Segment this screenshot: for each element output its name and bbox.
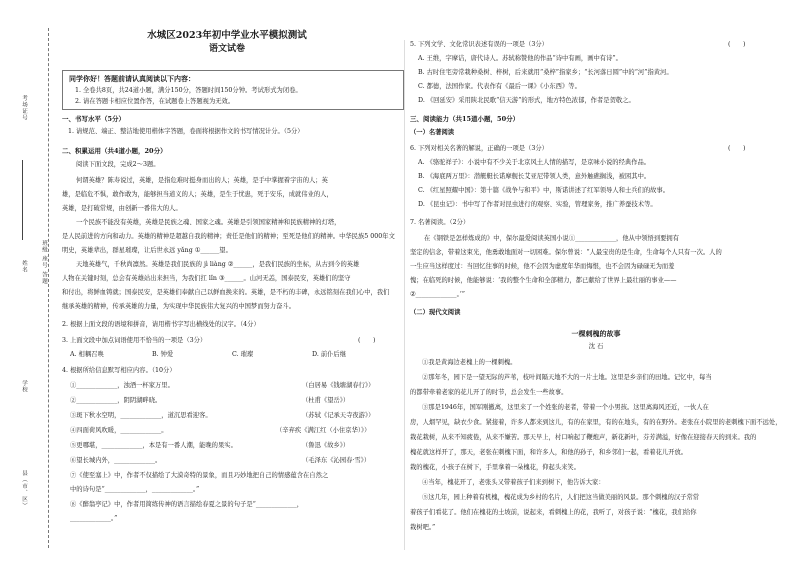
passage-line-6: 明史，英雄辈出，群星璀璨，让后世永远 yǎng ①______望。 xyxy=(62,247,232,254)
school-label: 学校 xyxy=(21,380,27,393)
passage-line-10: 继承英雄的精神，传承英雄的力量，为实现中华民族伟大复兴的中国梦而努力奋斗。 xyxy=(62,303,295,310)
q4-line-8b: _____________。” xyxy=(70,515,118,522)
section-3-heading: 三、阅读能力（共15道小题，50分） xyxy=(410,115,520,123)
essay-para-3: ③那是1946年，国军刚撤离，这里来了一个姓张的老者，带着一个小男孩。这里离海风还近，一伙人在 xyxy=(422,404,709,411)
essay-para-5b: 着孩子们看花了。他们在槐花的土坡前，说起来，看刺槐上的花，我听了，对孩子说：“槐花，我们给你 xyxy=(410,509,697,516)
q5-answer-paren[interactable]: ( ) xyxy=(728,41,746,48)
q3-option-b: B. 钟爱 xyxy=(152,351,174,358)
q1-text: 1. 请规范、端正、整洁地使用楷体字答题，卷面将根据作文的书写情况计分。（5分） xyxy=(68,128,304,135)
passage-line-5: 是人民前进的方向和动力。英雄的精神是超越自我的精神；责任是他们的精神；至死是他们的精神。中华民族5 000年文 xyxy=(62,233,395,240)
q3-text: 3. 上面文段中加点词语使用不恰当的一项是（3分） xyxy=(62,337,207,344)
q2-text: 2. 根据上面文段的语境和拼音，请用楷书字写出横线处的汉字。（4分） xyxy=(62,321,260,328)
q6-text: 6. 下列对相关名著的解说，正确的一项是（3分） xyxy=(410,145,548,152)
q6-option-b: B. 《海底两万里》：潜艇艇长诺摩舰长艾亚尼带领人类，意外触礁搁浅，被困其中。 xyxy=(418,173,651,180)
passage-line-7: 天地英雄气，千秋尚凛然。英雄是我们民族的 jì liàng ②______，是我们民族的坐标，从古到今的英雄 xyxy=(76,261,360,268)
q4-line-3: ③斑下秋水空明，_____________，道沉思看迎客。 xyxy=(70,412,212,419)
section-1-heading: 一、书写水平（5分） xyxy=(62,115,126,123)
exam-title: 水城区2023年初中学业水平模拟测试 xyxy=(147,30,307,41)
q4-line-5: ⑤更哪堪，_____________，本是有一番人潮，能晚的果实。 xyxy=(70,442,237,449)
passage-line-1: 何谓英雄？陈寿说过，英雄，是指危难时挺身而出的人；英雄，是手中掌握着宇宙的人；英 xyxy=(76,177,328,184)
q4-src-4: （辛弃疾《满江红（小住京华）》） xyxy=(276,427,371,434)
passage-line-9: 和付出，将鲜血铸就；国泰民安，是英雄们奉献自己以鲜血换来的。英雄，是不朽的丰碑，永远铭刻在我们心中，我们 xyxy=(62,289,390,296)
name-label: 姓名 xyxy=(21,260,27,273)
q5-option-b: B. 古时住宅旁常栽种桑树、梓树，后来就用“桑梓”指家乡；“长河落日圆”中的“河”指黄河。 xyxy=(418,69,673,76)
notice-box xyxy=(62,70,404,110)
essay-para-3e: 栽的槐花，小孩子在树下，手里拿着一朵槐花，仰起头来笑。 xyxy=(410,464,581,471)
q4-line-7b: 中的诗句是“_____________，_____________。” xyxy=(70,486,200,493)
essay-para-2: ②那年冬，园下是一望无际的芦苇，枝叶间隔天地不大的一片土地。这里是乡亲们的田地。记忆中，每当 xyxy=(422,374,712,381)
q4-line-8: ⑧《醉翁亭记》中，作者用简练传神的语言描绘春夏之景的句子是“_____________， xyxy=(70,501,304,508)
passage-intro: 阅读下面文段，完成2～3题。 xyxy=(76,161,160,168)
subsection-1: （一）名著阅读 xyxy=(410,129,455,136)
essay-para-4: ④当年，槐花开了，老张头又带着孩子们来到树下，他告诉大家： xyxy=(422,479,605,486)
binding-margin xyxy=(0,0,62,565)
q3-option-c: C. 璀璨 xyxy=(232,351,254,358)
q4-line-4: ④四面荷风吹暖，_____________。 xyxy=(70,427,168,434)
q5-text: 5. 下列文学、文化常识表述有误的一项是（3分） xyxy=(410,41,548,48)
q4-src-6: （毛泽东《沁园春·雪》） xyxy=(302,457,371,464)
subsection-2: （二）现代文阅读 xyxy=(410,309,461,316)
q4-line-2: ②_____________，阴阴湖畔晓。 xyxy=(70,397,162,404)
section-2-heading: 二、积累运用（共4道小题，20分） xyxy=(62,147,167,155)
q4-src-5: （鲁迅《故乡》） xyxy=(302,442,350,449)
essay-para-3c: 栽花栽树，从来不知疲倦，从来不嫌苦。那天早上，村口响起了鞭炮声，新花新叶，芬芳满溢，好像在迎接春天的到来。我的 xyxy=(410,434,757,441)
q7-para-1: 在《钢铁是怎样炼成的》中，保尔最爱阅读英国小说①_____________，他从中领悟到要拥有 xyxy=(424,235,680,242)
q4-line-7: ⑦《使至塞上》中，作者不仅描绘了大漠奇特的景象，而且巧妙地把自己的情感蕴含在自然之 xyxy=(70,472,329,479)
exam-number-label: 考场证号 xyxy=(21,95,27,121)
column-divider xyxy=(404,40,405,550)
essay-author: 沈 石 xyxy=(588,343,604,350)
q7-para-3: 一生应当这样度过：当回忆往事的时候，他不会因为虚度年华而悔恨，也不会因为碌碌无为而羞 xyxy=(410,263,675,270)
passage-line-4: 一个民族不能没有英雄，英雄是民族之魂、国家之魂。英雄是引领国家精神和民族精神的灯塔， xyxy=(76,219,341,226)
essay-para-2b: 的都带牵着老家的花儿开了的时节，总会发生一些故事。 xyxy=(410,389,568,396)
q4-src-3: （苏轼《记承天寺夜游》） xyxy=(302,412,375,419)
class-label: 班级 座号 答题 xyxy=(41,240,47,285)
q7-para-2: 坚定的信念，带着这束光，他勇敢地面对一切困难。保尔曾说：“人最宝贵的是生命，生命每个人只有一次。人的 xyxy=(410,249,722,256)
essay-para-1: ①我是黄海边老槐上的一棵刺槐。 xyxy=(422,359,517,366)
q7-para-5: ②_____________。’” xyxy=(410,291,465,298)
q4-text: 4. 根据所给信息默写相应内容。（10分） xyxy=(62,367,176,374)
passage-line-8: 人物在关键时刻，总会有英雄站出来担当，为我们扛 lǐn ③______。山河无恙，国泰民安，英雄们的坚守 xyxy=(62,275,351,282)
notice-1: 1. 全卷共8页，共24道小题，满分150分，答题时间150分钟。考试形式为闭卷。 xyxy=(75,87,302,94)
essay-para-3b: 房，人烟罕见，缺衣少食。紧接着，许多人都来到这儿，有的在家里，有的在地头，有的在野外。老张在小院里的老刺槐下面不远处， xyxy=(410,419,782,426)
q6-option-d: D. 《昆虫记》：书中写了作者对昆虫进行的观察、实验，管理家务，推广养蚕技术等。 xyxy=(418,201,657,208)
county-label: 县（市、区） xyxy=(21,470,27,509)
passage-line-2: 雄，是临危不惧，敢作敢为，能够担当道义的人；英雄，是生于忧患，死于安乐，成就伟业的人， xyxy=(62,191,333,198)
essay-para-5c: 栽树吧。” xyxy=(410,524,436,531)
notice-heading: 同学你好！答题前请认真阅读以下内容： xyxy=(69,74,195,83)
binding-dashed-line xyxy=(48,28,49,548)
q4-line-1: ①_____________，浊酒一杯家万里。 xyxy=(70,382,174,389)
q4-src-2: （杜甫《望岳》） xyxy=(302,397,350,404)
q3-option-d: D. 前仆后继 xyxy=(312,351,347,358)
q7-para-4: 愧；在临死的时候，他能够说：‘我的整个生命和全部精力，都已献给了世界上最壮丽的事业—— xyxy=(410,277,677,284)
essay-title: 一棵刺槐的故事 xyxy=(571,329,621,338)
q5-option-d: D. 《回延安》采用陕北民歌“信天游”的形式，地方特色浓郁，作者是贺敬之。 xyxy=(418,97,635,104)
q6-option-a: A. 《骆驼祥子》：小说中有不少关于北京风土人情的描写，是京味小说的经典作品。 xyxy=(418,159,651,166)
q4-line-6: ⑥望长城内外，_____________。 xyxy=(70,457,162,464)
exam-subtitle: 语文试卷 xyxy=(208,44,245,54)
q6-answer-paren[interactable]: ( ) xyxy=(728,145,746,152)
q5-option-a: A. 王维，字摩诘，唐代诗人。苏轼称赞他的作品“诗中有画，画中有诗”。 xyxy=(418,55,622,62)
exam-number-blank xyxy=(22,160,23,240)
essay-para-3d: 槐花就这样开了，那天，老张在刺槐下面，和许多人，和他的孙子，和乡邻们一起，看着花儿开放。 xyxy=(410,449,688,456)
notice-2: 2. 请在答题卡相应位置作答，在试题卷上答题视为无效。 xyxy=(75,98,235,105)
essay-para-5: ⑤这几年，园上种着有机槐，槐花成为乡村的名片，人们把这当做美丽的风景。那个刺槐的汉子常常 xyxy=(422,494,700,501)
q6-option-c: C. 《红星照耀中国》：第十篇《战争与和平》中，斯诺讲述了红军领导人和士兵们的故事。 xyxy=(418,187,670,194)
q3-answer-paren[interactable]: ( ) xyxy=(358,337,376,344)
q3-option-a: A. 相耦召唤 xyxy=(70,351,104,358)
q4-src-1: （白居易《钱塘湖春行》） xyxy=(302,382,375,389)
q7-text: 7. 名著阅读。（2分） xyxy=(410,219,470,226)
q5-option-c: C. 都德，法国作家。代表作有《最后一课》《小东西》等。 xyxy=(418,83,581,90)
passage-line-3: 英雄，是打破常规，由创新一番伟大的人。 xyxy=(62,205,182,212)
